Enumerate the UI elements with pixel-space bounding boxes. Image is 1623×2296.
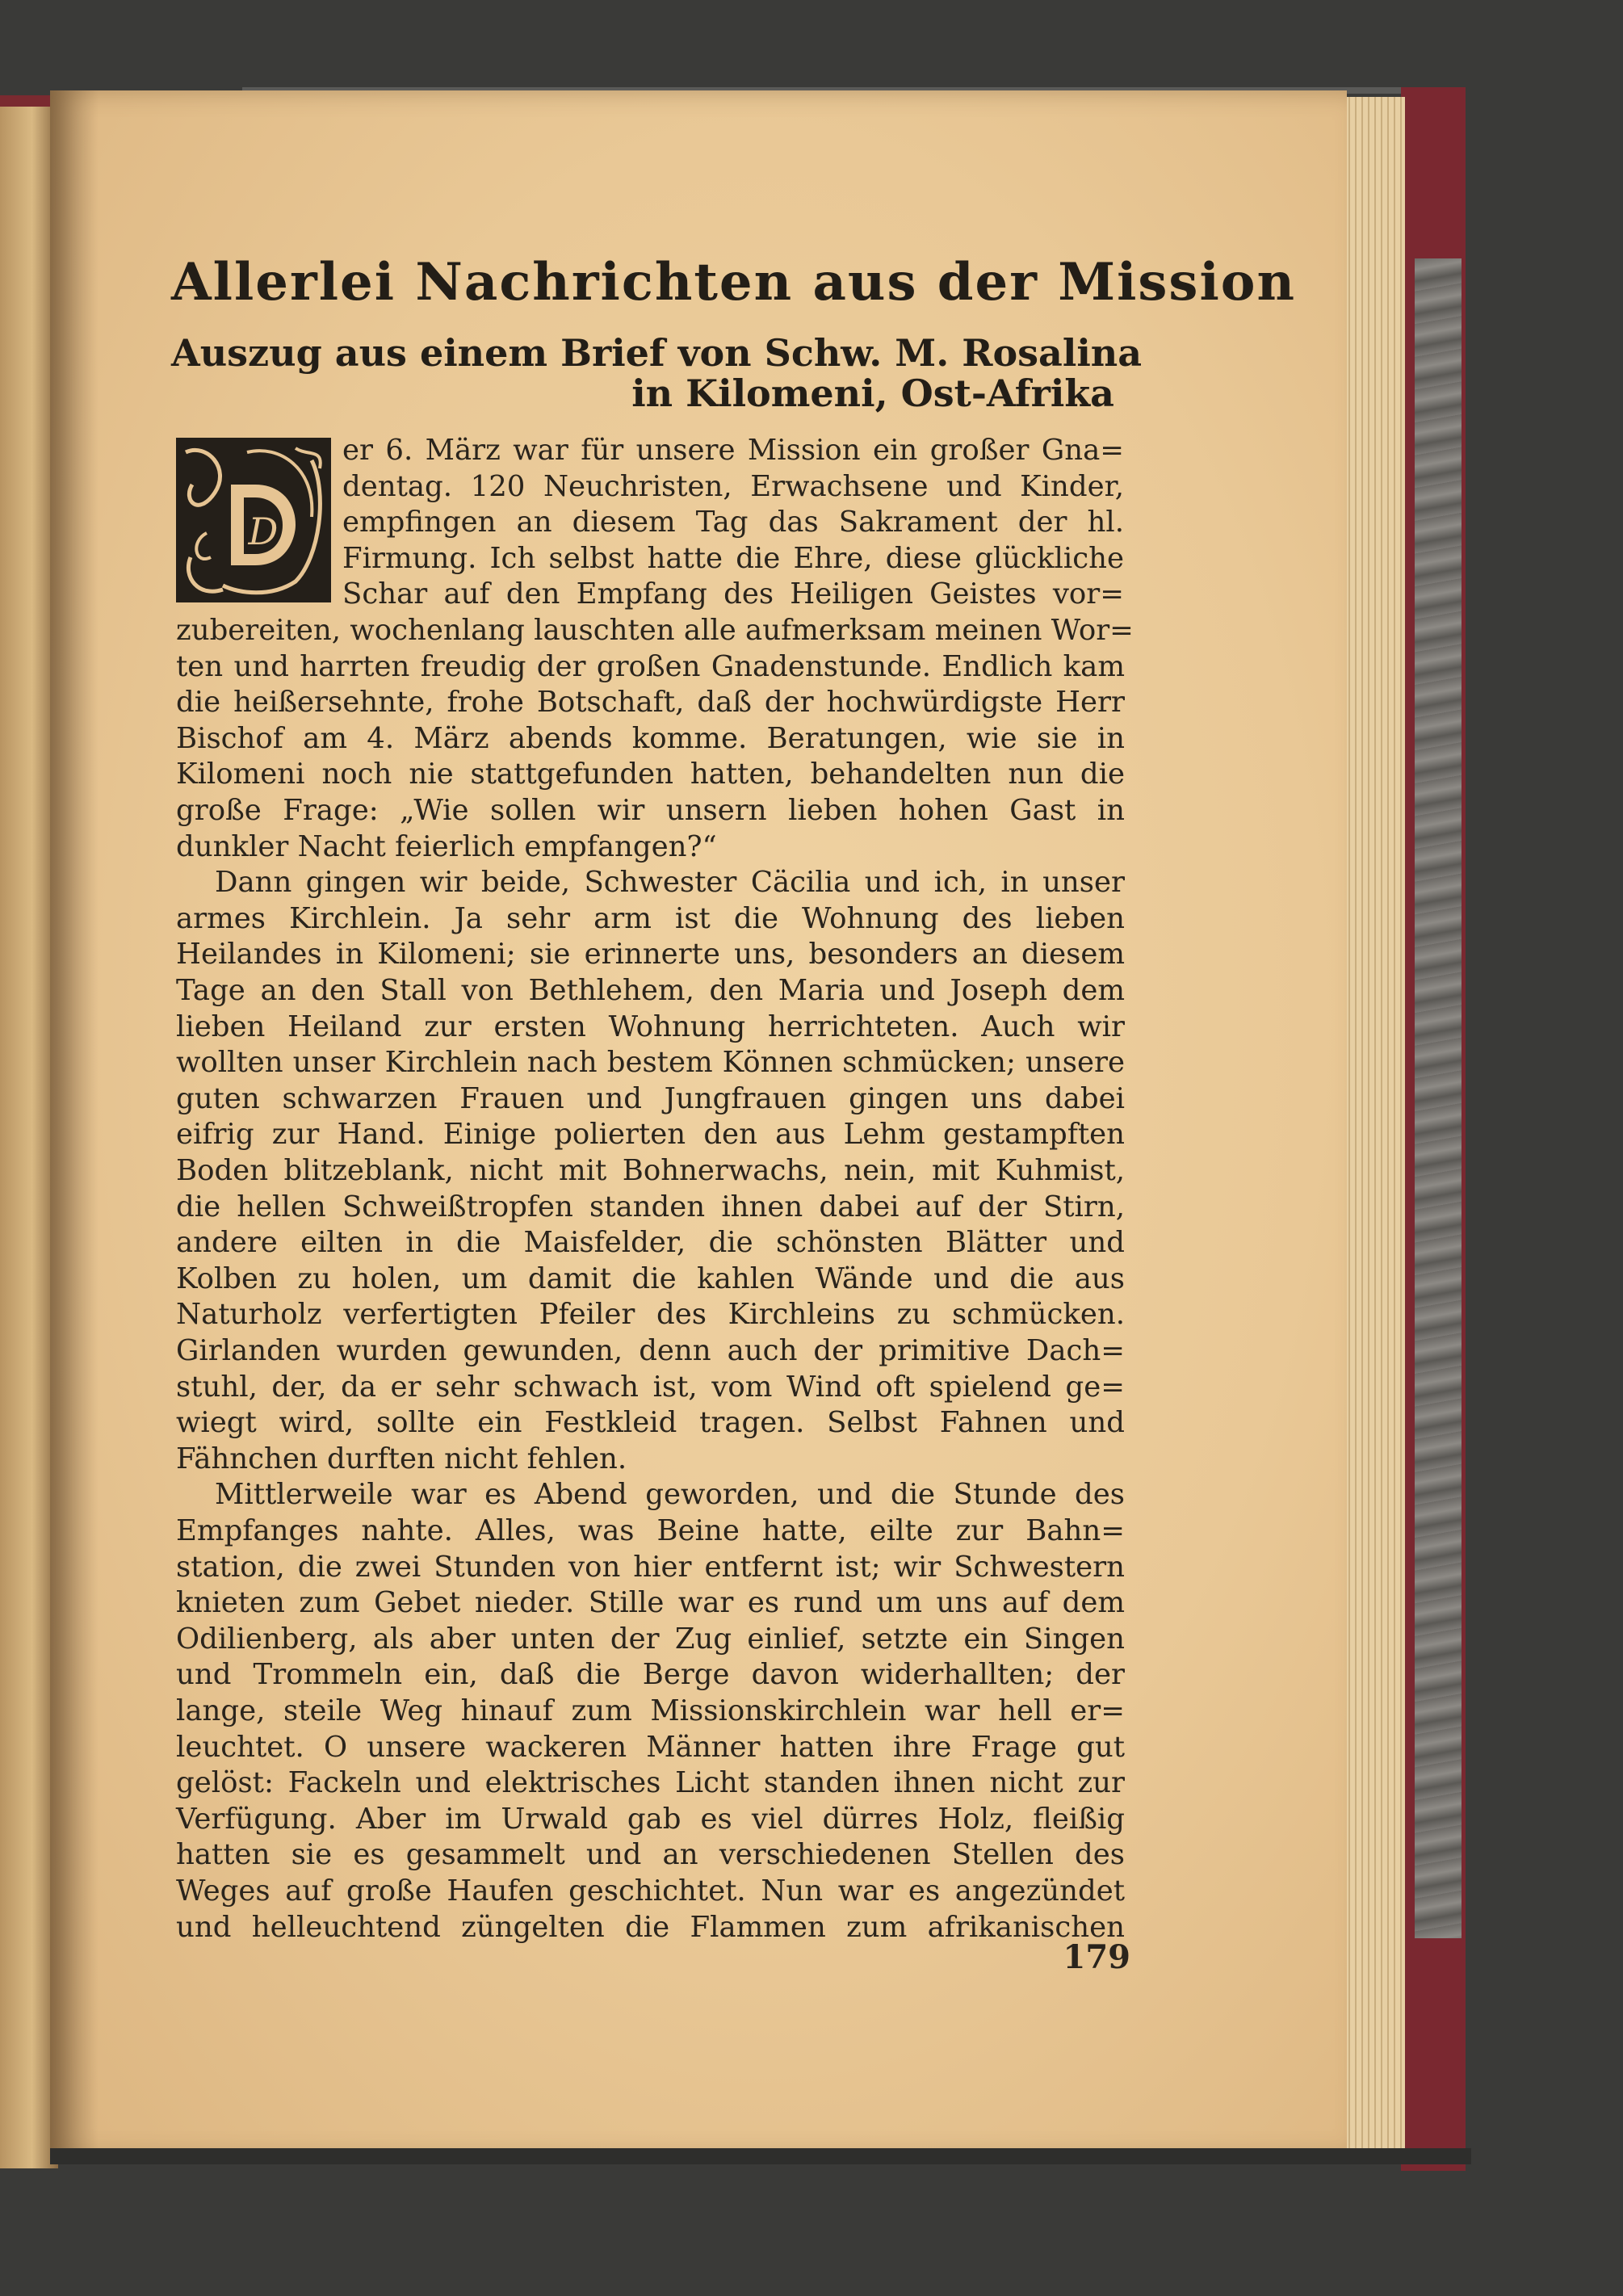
text-line: Kilomeni noch nie stattgefunden hatten, behandelten nun die <box>176 758 1125 791</box>
text-line: gelöst: Fackeln und elektrisches Licht standen ihnen nicht zur <box>176 1766 1125 1800</box>
text-line: und Trommeln ein, daß die Berge davon widerhallten; der <box>176 1658 1125 1692</box>
text-line: knieten zum Gebet nieder. Stille war es rund um uns auf dem <box>176 1586 1125 1620</box>
text-line: wiegt wird, sollte ein Festkleid tragen. Selbst Fahnen und <box>176 1406 1125 1440</box>
text-line: Schar auf den Empfang des Heiligen Geistes vor= <box>342 577 1124 611</box>
text-line: andere eilten in die Maisfelder, die schönsten Blätter und <box>176 1226 1125 1260</box>
text-line: ten und harrten freudig der großen Gnadenstunde. Endlich kam <box>176 649 1125 683</box>
text-line: hatten sie es gesammelt und an verschiedenen Stellen des <box>176 1838 1125 1872</box>
text-line: Odilienberg, als aber unten der Zug einlief, setzte ein Singen <box>176 1622 1125 1656</box>
text-line: Mittlerweile war es Abend geworden, und die Stunde des <box>215 1478 1125 1512</box>
subtitle-line-1: Auszug aus einem Brief von Schw. M. Rosalina <box>171 331 1143 375</box>
text-line: Empfanges nahte. Alles, was Beine hatte, eilte zur Bahn= <box>176 1514 1125 1547</box>
text-line: Boden blitzeblank, nicht mit Bohnerwachs, nein, mit Kuhmist, <box>176 1154 1125 1187</box>
cover-marbling <box>1415 258 1462 1938</box>
text-line: zubereiten, wochenlang lauschten alle aufmerksam meinen Wor= <box>176 614 1134 647</box>
text-line: die heißersehnte, frohe Botschaft, daß der hochwürdigste Herr <box>176 686 1125 720</box>
text-line: Bischof am 4. März abends komme. Beratungen, wie sie in <box>176 721 1125 755</box>
text-line: eifrig zur Hand. Einige polierten den aus Lehm gestampften <box>176 1118 1125 1152</box>
text-line: Tage an den Stall von Bethlehem, den Maria und Joseph dem <box>176 974 1125 1007</box>
ornamental-drop-cap <box>174 436 333 604</box>
text-line: stuhl, der, da er sehr schwach ist, vom Wind oft spielend ge= <box>176 1370 1125 1404</box>
drop-cap-letter: D <box>248 510 279 553</box>
text-line: Weges auf große Haufen geschichtet. Nun war es angezündet <box>176 1874 1125 1908</box>
text-line: armes Kirchlein. Ja sehr arm ist die Wohnung des lieben <box>176 901 1125 935</box>
text-line: die hellen Schweißtropfen standen ihnen dabei auf der Stirn, <box>176 1190 1125 1224</box>
text-line: Verfügung. Aber im Urwald gab es viel dürres Holz, fleißig <box>176 1802 1125 1836</box>
gutter-shadow <box>50 90 99 2158</box>
text-line: Girlanden wurden gewunden, denn auch der primitive Dach= <box>176 1334 1125 1367</box>
text-line: Dann gingen wir beide, Schwester Cäcilia und ich, in unser <box>215 866 1125 900</box>
text-line: Fähnchen durften nicht fehlen. <box>176 1442 627 1475</box>
bottom-shadow <box>50 2148 1471 2164</box>
text-line: wollten unser Kirchlein nach bestem Können schmücken; unsere <box>176 1046 1125 1080</box>
text-line: Kolben zu holen, um damit die kahlen Wände und die aus <box>176 1261 1125 1295</box>
text-line: Firmung. Ich selbst hatte die Ehre, diese glückliche <box>342 541 1124 575</box>
text-line: guten schwarzen Frauen und Jungfrauen gingen uns dabei <box>176 1081 1125 1115</box>
text-line: Naturholz verfertigten Pfeiler des Kirchleins zu schmücken. <box>176 1298 1125 1332</box>
text-line: große Frage: „Wie sollen wir unsern lieben hohen Gast in <box>176 794 1125 827</box>
text-line: Heilandes in Kilomeni; sie erinnerte uns, besonders an diesem <box>176 938 1125 972</box>
text-line: er 6. März war für unsere Mission ein großer Gna= <box>342 434 1124 467</box>
text-line: empfingen an diesem Tag das Sakrament der hl. <box>342 506 1124 539</box>
page-number: 179 <box>1063 1938 1130 1976</box>
text-line: station, die zwei Stunden von hier entfernt ist; wir Schwestern <box>176 1550 1125 1584</box>
text-line: lieben Heiland zur ersten Wohnung herrichteten. Auch wir <box>176 1009 1125 1043</box>
text-line: dentag. 120 Neuchristen, Erwachsene und Kinder, <box>342 469 1124 503</box>
page-title: Allerlei Nachrichten aus der Mission <box>171 252 1296 313</box>
text-line: dunkler Nacht feierlich empfangen?“ <box>176 829 717 863</box>
text-line: lange, steile Weg hinauf zum Missionskirchlein war hell er= <box>176 1694 1125 1727</box>
text-line: und helleuchtend züngelten die Flammen zum afrikanischen <box>176 1910 1125 1944</box>
text-line: leuchtet. O unsere wackeren Männer hatten ihre Frage gut <box>176 1730 1125 1764</box>
subtitle-line-2: in Kilomeni, Ost-Afrika <box>631 371 1114 415</box>
